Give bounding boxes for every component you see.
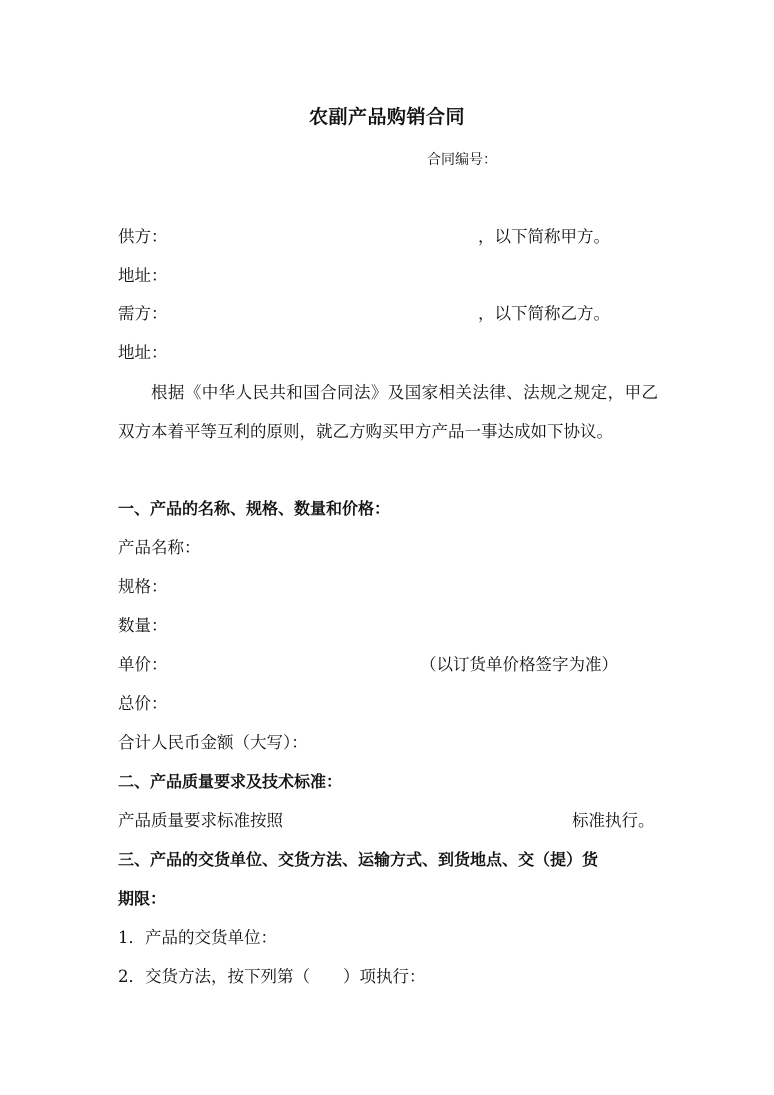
section1-heading: 一、产品的名称、规格、数量和价格： bbox=[118, 499, 391, 518]
buyer-suffix: ，以下简称乙方。 bbox=[478, 304, 610, 323]
product-name-label: 产品名称： bbox=[118, 538, 201, 557]
buyer-address-label: 地址： bbox=[118, 343, 168, 362]
supplier-address-label: 地址： bbox=[118, 266, 168, 285]
delivery-method-item: 2．交货方法，按下列第（ ）项执行： bbox=[118, 967, 426, 986]
quality-standard-prefix: 产品质量要求标准按照 bbox=[118, 811, 283, 830]
unit-price-note: （以订货单价格签字为准） bbox=[420, 655, 618, 674]
intro-paragraph: 根据《中华人民共和国合同法》及国家相关法律、法规之规定，甲乙双方本着平等互利的原则，就乙方购买甲方产品一事达成如下协议。 bbox=[118, 383, 658, 441]
quantity-label: 数量： bbox=[118, 616, 168, 635]
section3-heading-line2: 期限： bbox=[118, 889, 167, 908]
quality-standard-suffix: 标准执行。 bbox=[572, 811, 655, 830]
section3-heading-line1: 三、产品的交货单位、交货方法、运输方式、到货地点、交（提）货 bbox=[118, 850, 599, 869]
rmb-total-label: 合计人民币金额（大写）： bbox=[118, 733, 308, 752]
document-title: 农副产品购销合同 bbox=[308, 106, 465, 128]
spec-label: 规格： bbox=[118, 577, 168, 596]
section2-heading: 二、产品质量要求及技术标准： bbox=[118, 772, 343, 791]
supplier-suffix: ，以下简称甲方。 bbox=[478, 227, 610, 246]
supplier-label: 供方： bbox=[118, 227, 168, 246]
unit-price-label: 单价： bbox=[118, 655, 168, 674]
buyer-label: 需方： bbox=[118, 304, 168, 323]
total-price-label: 总价： bbox=[118, 694, 168, 713]
delivery-unit-item: 1．产品的交货单位： bbox=[118, 928, 277, 947]
contract-number-label: 合同编号： bbox=[427, 152, 497, 168]
